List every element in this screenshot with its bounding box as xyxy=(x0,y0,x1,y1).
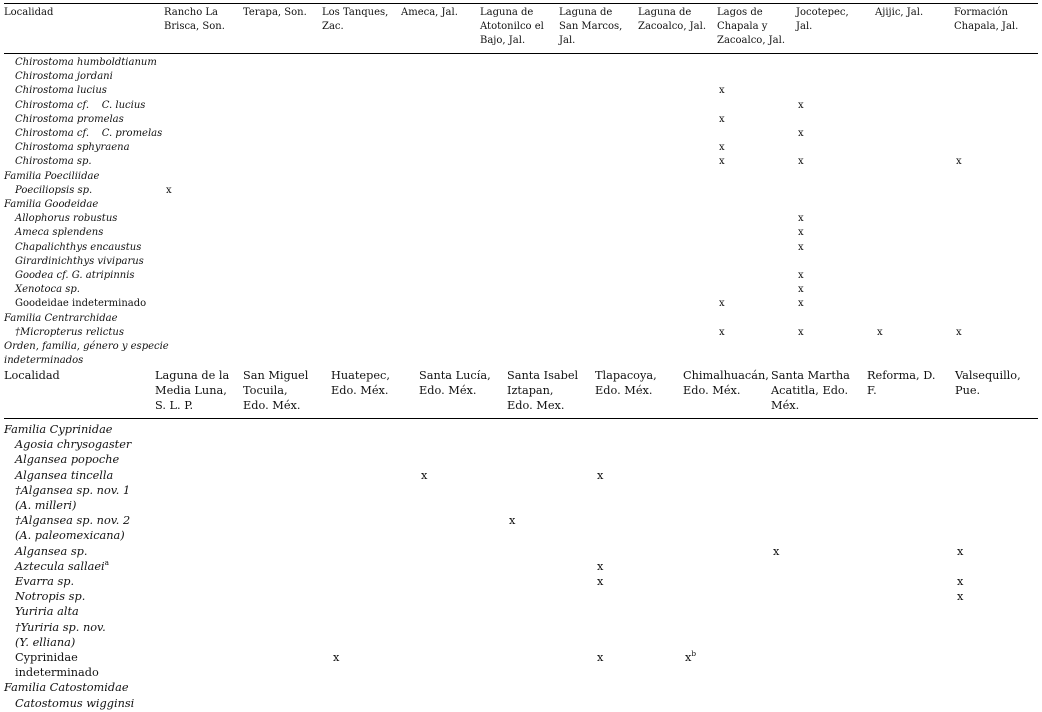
presence-mark: x xyxy=(719,85,725,97)
presence-mark: x xyxy=(719,326,725,338)
presence-mark: x xyxy=(957,544,964,558)
species-label: Chirostoma cf. C. promelas xyxy=(15,128,163,139)
species-label: Familia Centrarchidae xyxy=(4,312,118,324)
species-label: Familia Cyprinidae xyxy=(4,423,113,436)
column-header: Laguna de San Marcos, Jal. xyxy=(559,7,623,47)
top-rule xyxy=(4,3,1038,4)
species-label: Agosia chrysogaster xyxy=(15,438,132,452)
presence-mark: x xyxy=(798,298,804,310)
presence-mark: x xyxy=(957,590,964,604)
column-header: Huatepec, Edo. Méx. xyxy=(331,369,390,398)
species-label: Evarra sp. xyxy=(15,575,75,588)
presence-mark: x xyxy=(166,184,172,196)
species-label: (A. milleri) xyxy=(15,499,77,512)
species-label: †Yuriria sp. nov. xyxy=(15,620,106,634)
presence-mark: x xyxy=(877,326,883,338)
column-header: Reforma, D. F. xyxy=(867,369,936,398)
species-label: Algansea popoche xyxy=(15,453,120,467)
column-header: Laguna de Atotonilco el Bajo, Jal. xyxy=(480,7,544,47)
species-label: Chirostoma humboldtianum xyxy=(15,57,157,68)
species-label: (A. paleomexicana) xyxy=(15,529,125,543)
species-label: Catostomus wigginsi xyxy=(15,696,135,710)
column-header: Laguna de la Media Luna, S. L. P. xyxy=(155,369,230,413)
column-header: Laguna de Zacoalco, Jal. xyxy=(638,7,707,33)
presence-mark: $x^b$ xyxy=(685,649,697,664)
presence-mark: x xyxy=(798,156,804,168)
footnote-marker: b xyxy=(691,649,697,659)
column-header: Terapa, Son. xyxy=(243,7,307,18)
presence-mark: x xyxy=(798,284,804,296)
presence-mark: x xyxy=(719,156,725,168)
presence-mark: x xyxy=(798,227,804,239)
presence-mark: x xyxy=(798,99,804,111)
presence-mark: x xyxy=(509,514,516,528)
species-label: Algansea tincella xyxy=(15,468,114,482)
column-header: Formación Chapala, Jal. xyxy=(954,7,1019,33)
header-localidad: Localidad xyxy=(4,7,54,18)
species-label: †Algansea sp. nov. 2 xyxy=(15,514,131,528)
species-label: Familia Catostomidae xyxy=(4,681,129,695)
column-header: Santa Martha Acatitla, Edo. Méx. xyxy=(771,369,850,413)
species-label: Aztecula sallaei$^a$ xyxy=(15,558,110,573)
presence-mark: x xyxy=(333,651,340,664)
presence-mark: x xyxy=(421,468,428,482)
column-header: Tlapacoya, Edo. Méx. xyxy=(595,369,657,398)
presence-mark: x xyxy=(773,544,780,558)
column-header: Rancho La Brisca, Son. xyxy=(164,7,225,33)
presence-mark: x xyxy=(597,651,604,664)
presence-mark: x xyxy=(798,213,804,225)
species-label: Chirostoma promelas xyxy=(15,113,124,125)
column-header: Lagos de Chapala y Zacoalco, Jal. xyxy=(717,7,786,47)
species-label: Poeciliopsis sp. xyxy=(15,184,93,196)
footnote-marker: a xyxy=(104,558,110,568)
column-header: Ajijic, Jal. xyxy=(875,7,924,18)
species-label: Algansea sp. xyxy=(15,544,88,558)
species-label: Familia Poeciliidae xyxy=(4,170,100,182)
presence-mark: x xyxy=(597,559,604,573)
species-label: Chirostoma lucius xyxy=(15,85,107,97)
presence-mark: x xyxy=(956,156,962,168)
presence-mark: x xyxy=(798,270,804,281)
species-label: Goodea cf. G. atripinnis xyxy=(15,270,135,281)
presence-mark: x xyxy=(597,575,604,588)
presence-mark: x xyxy=(597,468,604,482)
species-label: indeterminado xyxy=(15,666,99,680)
column-header: Chimalhuacán, Edo. Méx. xyxy=(683,369,769,398)
species-label: Cyprinidae xyxy=(15,651,78,664)
column-header: Santa Isabel Iztapan, Edo. Mex. xyxy=(507,369,579,413)
presence-mark: x xyxy=(719,113,725,125)
presence-mark: x xyxy=(798,128,804,139)
species-label: Notropis sp. xyxy=(15,590,86,604)
presence-mark: x xyxy=(719,298,725,310)
presence-mark: x xyxy=(798,241,804,253)
species-label: Xenotoca sp. xyxy=(15,284,80,296)
species-label: Ameca splendens xyxy=(15,227,104,239)
species-label: Familia Goodeidae xyxy=(4,199,99,210)
species-label: Chirostoma jordani xyxy=(15,71,113,83)
species-label: Yuriria alta xyxy=(15,605,79,619)
column-header: Valsequillo, Pue. xyxy=(955,369,1021,398)
header-rule xyxy=(4,418,1038,419)
presence-mark: x xyxy=(798,326,804,338)
header-rule xyxy=(4,53,1038,54)
presence-mark: x xyxy=(956,326,962,338)
presence-mark: x xyxy=(719,142,725,154)
species-label: Chirostoma sphyraena xyxy=(15,142,130,154)
species-label: Girardinichthys viviparus xyxy=(15,255,144,267)
column-header: Los Tanques, Zac. xyxy=(322,7,389,33)
header-localidad: Localidad xyxy=(4,369,60,382)
column-header: San Miguel Tocuila, Edo. Méx. xyxy=(243,369,309,413)
column-header: Ameca, Jal. xyxy=(401,7,458,18)
species-label: †Micropterus relictus xyxy=(15,326,124,338)
species-label: Orden, familia, género y especie indeterminados xyxy=(4,341,169,367)
species-label: (Y. elliana) xyxy=(15,635,76,649)
presence-mark: x xyxy=(957,575,964,588)
column-header: Jocotepec, Jal. xyxy=(796,7,849,33)
species-label: Chirostoma sp. xyxy=(15,156,92,168)
species-label: Chirostoma cf. C. lucius xyxy=(15,99,146,111)
species-label: Allophorus robustus xyxy=(15,213,118,225)
column-header: Santa Lucía, Edo. Méx. xyxy=(419,369,491,398)
species-label: †Algansea sp. nov. 1 xyxy=(15,483,131,497)
species-label: Chapalichthys encaustus xyxy=(15,241,142,253)
species-label: Goodeidae indeterminado xyxy=(15,298,147,310)
